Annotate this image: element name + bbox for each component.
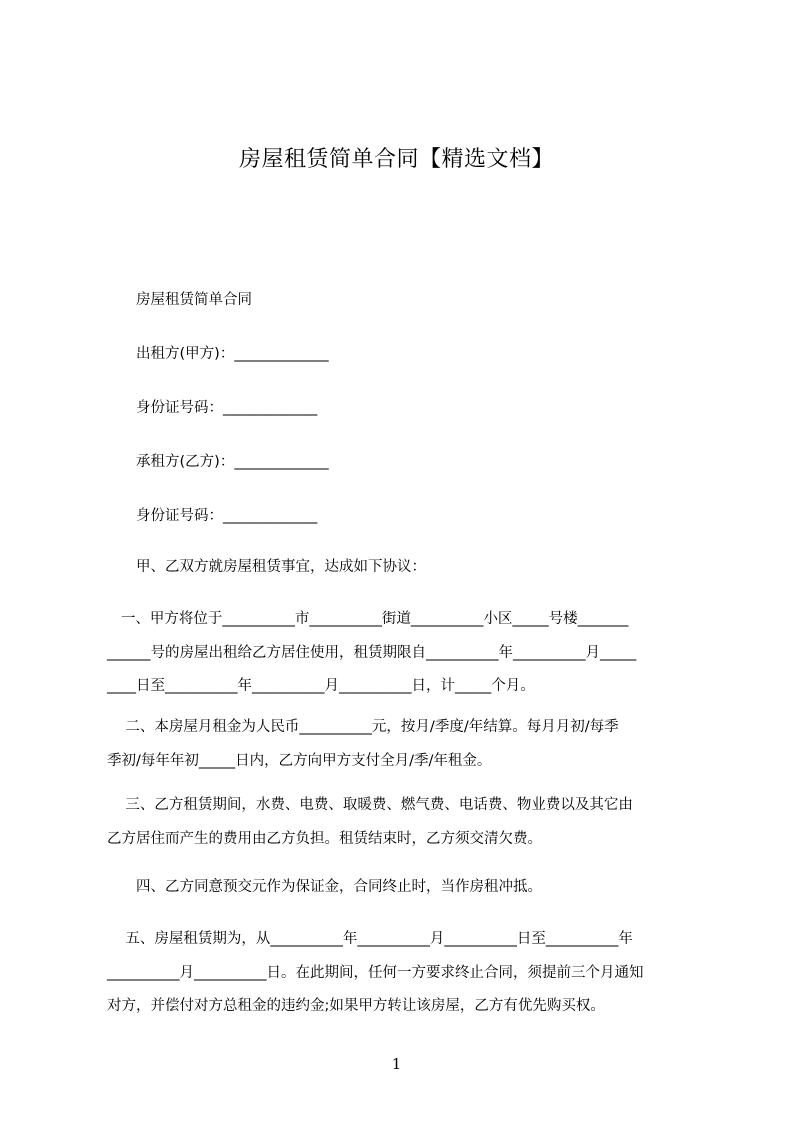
- clause-3-line: 乙方居住而产生的费用由乙方负担。租赁结束时，乙方须交清欠费。: [107, 830, 542, 847]
- clause-2-line: 季初/每年年初_____日内，乙方向甲方支付全月/季/年租金。: [107, 752, 492, 769]
- clause-3: [107, 795, 703, 849]
- agreement-intro: 甲、乙双方就房屋租赁事宜，达成如下协议：: [136, 559, 426, 575]
- contract-subtitle: 房屋租赁简单合同: [136, 292, 252, 308]
- clause-5-line: 对方，并偿付对方总租金的违约金;如果甲方转让该房屋，乙方有优先购买权。: [107, 998, 605, 1014]
- clause-5-line: 五、房屋租赁期为，从__________年__________月__________日至__________年: [107, 931, 633, 947]
- clause-1-line: ____日至__________年__________月__________日，计_____个月。: [107, 678, 535, 694]
- document-title: 房屋租赁简单合同【精选文档】: [238, 147, 554, 172]
- clause-1: [107, 609, 703, 696]
- clause-2: [107, 717, 703, 771]
- lessee-field: 承租方(乙方)：_____________: [136, 454, 329, 470]
- clause-4: 四、乙方同意预交元作为保证金，合同终止时，当作房租冲抵。: [136, 879, 542, 895]
- clause-5-line: __________月__________日。在此期间，任何一方要求终止合同，须提前三个月通知: [107, 964, 644, 981]
- clause-3-line: 三、乙方租赁期间，水费、电费、取暖费、燃气费、电话费、物业费以及其它由: [107, 797, 633, 813]
- clause-5: [107, 929, 703, 1016]
- page-number: 1: [391, 1055, 402, 1073]
- lessor-field: 出租方(甲方)：_____________: [136, 346, 329, 362]
- lessee-id-field: 身份证号码：_____________: [136, 508, 318, 524]
- lessor-id-field: 身份证号码：_____________: [136, 400, 318, 416]
- clause-1-line: 一、甲方将位于__________市__________街道__________小区_____号楼_______: [107, 611, 629, 627]
- clause-1-line: ______号的房屋出租给乙方居住使用，租赁期限自__________年__________月_____: [107, 644, 637, 661]
- clause-2-line: 二、本房屋月租金为人民币__________元，按月/季度/年结算。每月月初/每季: [107, 719, 619, 735]
